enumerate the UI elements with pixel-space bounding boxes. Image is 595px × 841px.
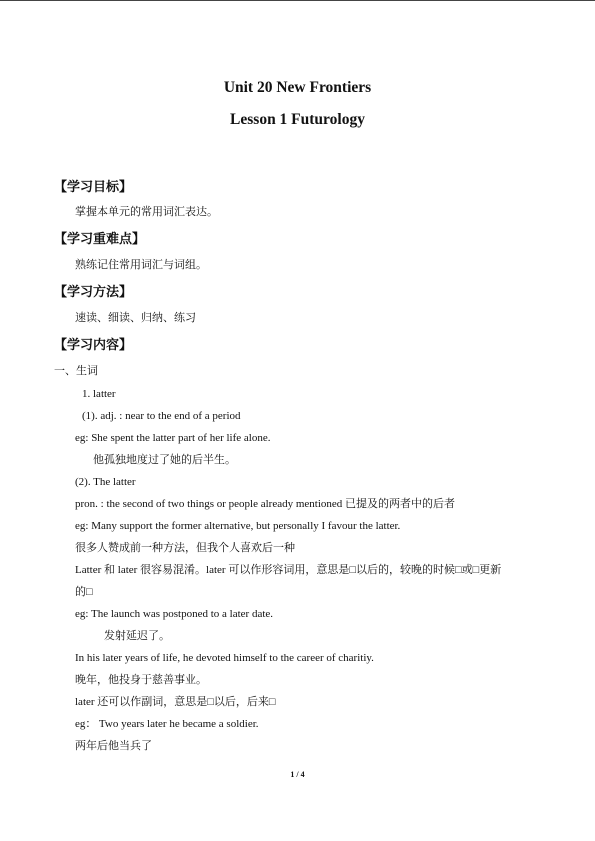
note-line-continued: 的□ <box>75 586 93 598</box>
document-title: Unit 20 New Frontiers <box>223 79 372 96</box>
note-line: later 还可以作副词，意思是□以后，后来□ <box>75 696 276 708</box>
example-line: eg： Two years later he became a soldier. <box>75 718 259 730</box>
vocab-section-label: 一、生词 <box>54 365 98 377</box>
document-subtitle: Lesson 1 Futurology <box>230 111 365 128</box>
subheading-line: (2). The latter <box>75 476 136 488</box>
translation-line: 发射延迟了。 <box>104 630 170 642</box>
example-line: In his later years of life, he devoted himself to the career of charitiy. <box>75 652 374 664</box>
page-number: 1 / 4 <box>290 770 305 779</box>
definition-line: (1). adj. : near to the end of a period <box>82 410 241 422</box>
note-line: Latter 和 later 很容易混淆。later 可以作形容词用，意思是□以后的，较晚的时候□或□更新 <box>75 564 502 576</box>
section-heading-content: 【学习内容】 <box>54 338 133 353</box>
section-content-key-points: 熟练记住常用词汇与词组。 <box>75 259 207 271</box>
translation-line: 他孤独地度过了她的后半生。 <box>93 454 236 466</box>
translation-line: 很多人赞成前一种方法，但我个人喜欢后一种 <box>75 542 295 554</box>
section-content-methods: 速读、细读、归纳、练习 <box>75 312 196 324</box>
example-line: eg: Many support the former alternative, but personally I favour the latter. <box>75 520 401 532</box>
definition-line: pron. : the second of two things or people already mentioned 已提及的两者中的后者 <box>75 498 456 510</box>
translation-line: 两年后他当兵了 <box>75 740 152 752</box>
section-heading-key-points: 【学习重难点】 <box>54 232 146 247</box>
section-heading-objectives: 【学习目标】 <box>54 180 133 195</box>
translation-line: 晚年，他投身于慈善事业。 <box>75 674 207 686</box>
word-item-latter: 1. latter <box>82 388 116 400</box>
example-line: eg: She spent the latter part of her life alone. <box>75 432 271 444</box>
section-content-objectives: 掌握本单元的常用词汇表达。 <box>75 206 218 218</box>
example-line: eg: The launch was postponed to a later date. <box>75 608 274 620</box>
section-heading-methods: 【学习方法】 <box>54 285 133 300</box>
